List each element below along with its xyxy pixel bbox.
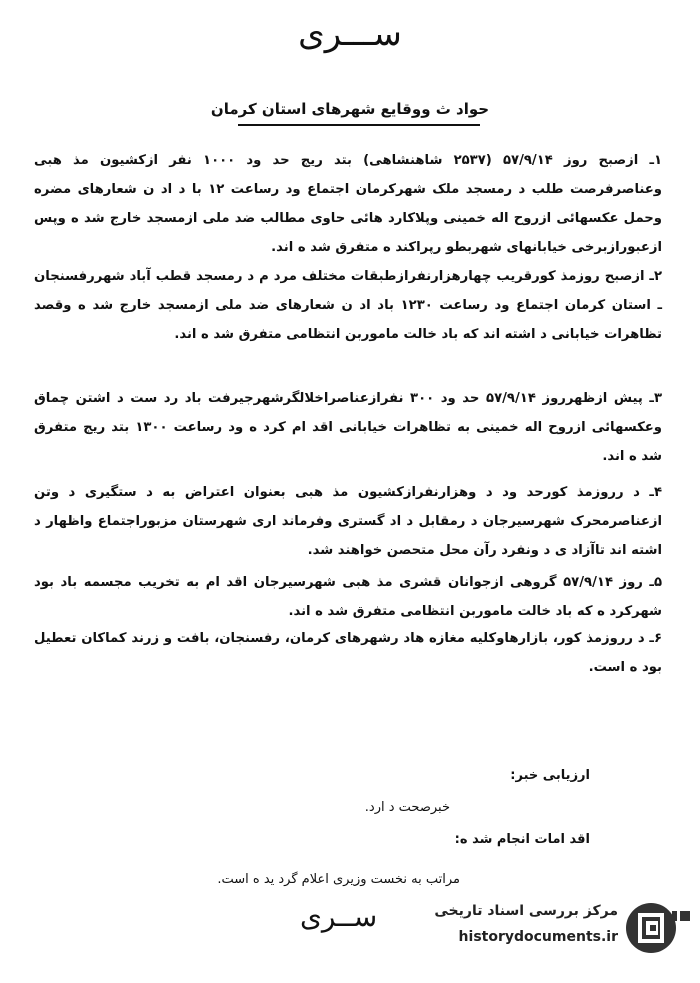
paragraph-3: ۳ـ پیش ازظهرروز ۵۷/۹/۱۴ حد ود ۳۰۰ نفرازعناصراخلالگرشهرجیرفت باد رد ست د اشتن چماق وعکسهائی ازروح اله خمینی به تظاهرات خیابانی اقد ام کرد ه ود رساعت ۱۳۰۰ بتد ریج متفرق شد ه اند. [34, 391, 662, 464]
classification-footer: ســری [300, 900, 378, 933]
classification-header: ســـری [298, 14, 402, 54]
watermark-name: مرکز بررسی اسناد تاریخی [434, 903, 618, 919]
paragraph-1: ۱ـ ازصبح روز ۵۷/۹/۱۴ (۲۵۳۷ شاهنشاهی) بتد ریج حد ود ۱۰۰۰ نفر ازکشیون مذ هبی وعناصرفرصت طلب د رمسجد ملک شهرکرمان اجتماع ود رساعت ۱۲ با د اد ن شعارهای مضره وحمل عکسهائی ازروح اله خمینی وپلاکارد هائی حاوی مطالب ضد ملی ازمسجد خارج شد ه وپس ازعبورازبرخی خیابانهای شهربطو رپراکند ه متفرق شد ه اند. [34, 153, 663, 255]
archive-watermark [404, 897, 684, 965]
actions-value: مراتب به نخست وزیری اعلام گرد ید ه است. [217, 872, 460, 887]
paragraph-4: ۴ـ د رروزمذ کورحد ود د وهزارنفرازکشیون مذ هبی بعنوان اعتراض به د ستگیری د وتن ازعناصرمحرک شهرسیرجان د رمقابل د اد گستری وفرماند اری شهرستان مزبوراجتماع واظهار د اشته اند تاآزاد ی د ونفرد رآن محل متحصن خواهند شد. [34, 485, 662, 558]
assessment-value: خبرصحت د ارد. [364, 800, 450, 815]
document-title: حواد ث ووقایع شهرهای استان کرمان [210, 100, 490, 118]
paragraph-5: ۵ـ روز ۵۷/۹/۱۴ گروهی ازجوانان قشری مذ هبی شهرسیرجان اقد ام به تخریب مجسمه باد بود شهرکرد ه که باد خالت ماموربن انتظامی متفرق شد ه اند. [34, 575, 662, 619]
paragraph-2: ۲ـ ازصبح روزمذ کورقریب چهارهزارنفرازطبقات مختلف مرد م د رمسجد قطب آباد شهررفسنجان ـ استان کرمان اجتماع ود رساعت ۱۲۳۰ باد اد ن شعارهای ضد ملی ازمسجد خارج شد ه وقصد تظاهرات خیابانی د اشته اند که باد خالت ماموربن انتظامی متفرق شد ه اند. [34, 269, 662, 342]
assessment-label: ارزیابی خبر: [510, 768, 590, 783]
actions-label: اقد امات انجام شد ه: [454, 832, 590, 847]
title-underline [238, 124, 480, 126]
archive-logo-icon [624, 901, 678, 955]
watermark-url: historydocuments.ir [458, 929, 618, 945]
paragraph-6: ۶ـ د رروزمذ کور، بازارهاوکلیه مغازه هاد رشهرهای کرمان، رفسنجان، بافت و زرند کماکان تعطیل بود ه است. [34, 631, 662, 675]
